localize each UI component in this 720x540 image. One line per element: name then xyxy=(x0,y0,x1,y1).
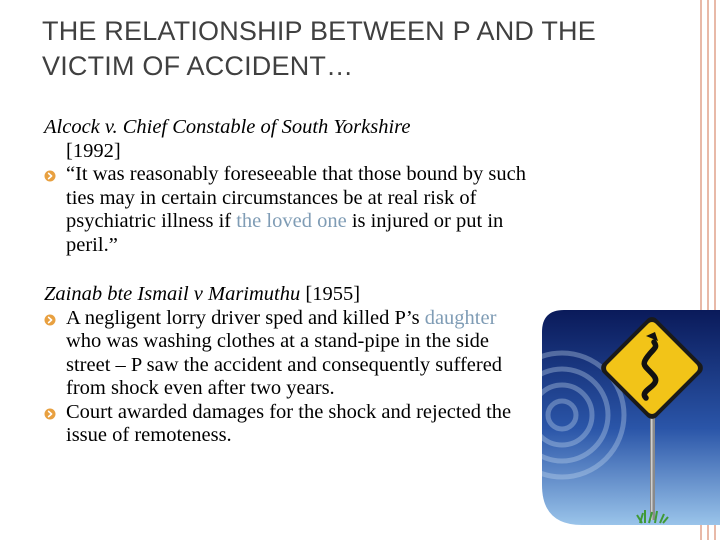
bullet-item xyxy=(44,163,534,257)
bullet-text: “It was reasonably foreseeable that those bound by such ties may in certain circumstances be at real risk of psychiatric illness if xyxy=(66,163,526,232)
case-name: Zainab bte Ismail v Marimuthu xyxy=(44,283,301,305)
bullet-text: who was washing clothes at a stand-pipe in the side street – P saw the accident and consequently suffered from shock even after two years. xyxy=(66,330,503,399)
bullet-text: is injured or put in peril.” xyxy=(66,210,504,256)
highlighted-phrase: the loved one xyxy=(236,210,347,232)
case-name: Alcock v. Chief Constable of South Yorkshire xyxy=(44,116,411,138)
case-heading xyxy=(44,283,534,307)
slide-title: THE RELATIONSHIP BETWEEN P AND THE VICTIM OF ACCIDENT… xyxy=(42,16,596,81)
case-block-zainab xyxy=(44,283,534,448)
case-block-alcock xyxy=(44,116,534,257)
winding-road-sign-picture xyxy=(542,310,720,525)
bullet-text: Court awarded damages for the shock and rejected the issue of remoteness. xyxy=(66,400,512,446)
bullet-icon xyxy=(44,314,56,326)
bullet-icon xyxy=(44,408,56,420)
highlighted-phrase: daughter xyxy=(424,306,497,329)
bullet-text: A negligent lorry driver sped and killed P’s xyxy=(66,306,425,329)
slide-body xyxy=(44,116,534,448)
bullet-item xyxy=(44,307,534,401)
case-heading xyxy=(44,116,534,140)
bullet-icon xyxy=(44,170,56,182)
bullet-item xyxy=(44,401,534,448)
case-citation: [1992] xyxy=(66,139,121,162)
case-citation: [1955] xyxy=(300,283,361,305)
